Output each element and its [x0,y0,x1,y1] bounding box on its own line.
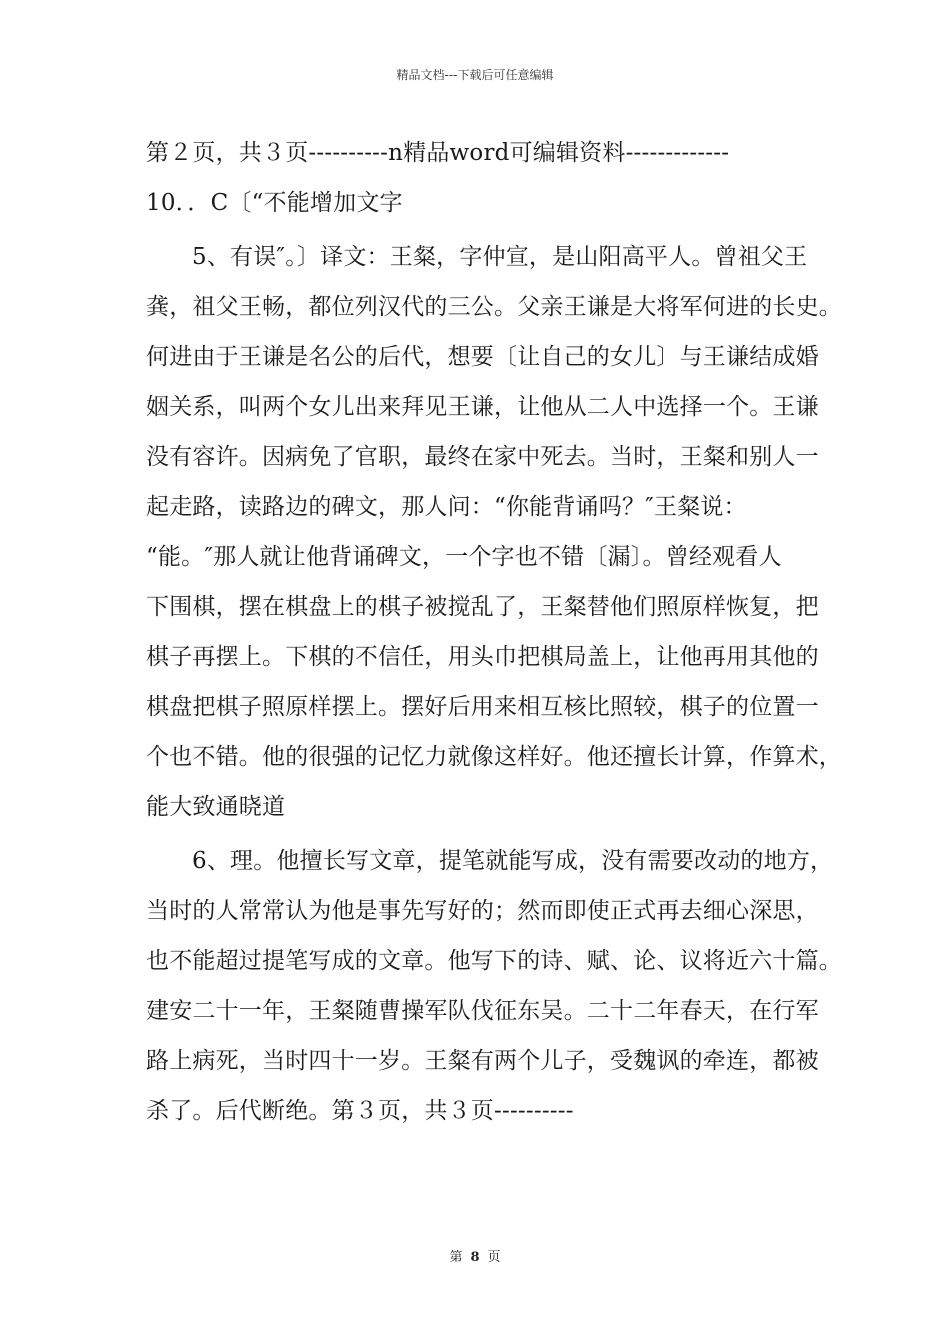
text-line: 下围棋，摆在棋盘上的棋子被搅乱了，王粲替他们照原样恢复，把 [146,594,819,620]
text-line: 10．．C〔“不能增加文字 [146,190,403,216]
text-line: 建安二十一年，王粲随曹操军队伐征东吴。二十二年春天，在行军 [146,998,819,1024]
page-header: 精品文档---下载后可任意编辑 [396,68,554,82]
document-body [146,130,842,1138]
footer-prefix: 第 [449,1250,463,1265]
text-line: 姻关系，叫两个女儿出来拜见王谦，让他从二人中选择一个。王谦 [146,394,819,420]
text-line: 棋子再摆上。下棋的不信任，用头巾把棋局盖上，让他再用其他的 [146,644,819,670]
page-number: 8 [470,1250,480,1265]
text-line: 也不能超过提笔写成的文章。他写下的诗、赋、论、议将近六十篇。 [146,948,842,974]
text-line: 没有容许。因病免了官职，最终在家中死去。当时，王粲和别人一 [146,444,819,470]
text-line: 起走路，读路边的碑文，那人问：“你能背诵吗？″王粲说： [146,494,747,520]
paragraph-start-line: 6、理。他擅长写文章，提笔就能写成，没有需要改动的地方， [192,848,834,874]
paragraph-start-line: 5、有误″。〕译文：王粲，字仲宣，是山阳高平人。曾祖父王 [192,244,808,270]
text-line: 何进由于王谦是名公的后代，想要〔让自己的女儿〕与王谦结成婚 [146,344,819,370]
text-line: 能大致通晓道 [146,794,286,820]
text-line: 路上病死，当时四十一岁。王粲有两个儿子，受魏讽的牵连，都被 [146,1048,819,1074]
text-line: 当时的人常常认为他是事先写好的；然而即使正式再去细心深思， [146,898,819,924]
footer-suffix: 页 [487,1250,501,1265]
text-line: 龚，祖父王畅，都位列汉代的三公。父亲王谦是大将军何进的长史。 [146,294,842,320]
text-line: 第２页，共３页----------n精品word可编辑资料------------- [146,140,730,166]
text-line: 棋盘把棋子照原样摆上。摆好后用来相互核比照较，棋子的位置一 [146,694,819,720]
text-line: 杀了。后代断绝。第３页，共３页---------- [146,1098,574,1124]
page-footer [0,1246,950,1265]
text-line: 个也不错。他的很强的记忆力就像这样好。他还擅长计算，作算术， [146,744,842,770]
text-line: “能。″那人就让他背诵碑文，一个字也不错〔漏〕。曾经观看人 [146,544,782,570]
